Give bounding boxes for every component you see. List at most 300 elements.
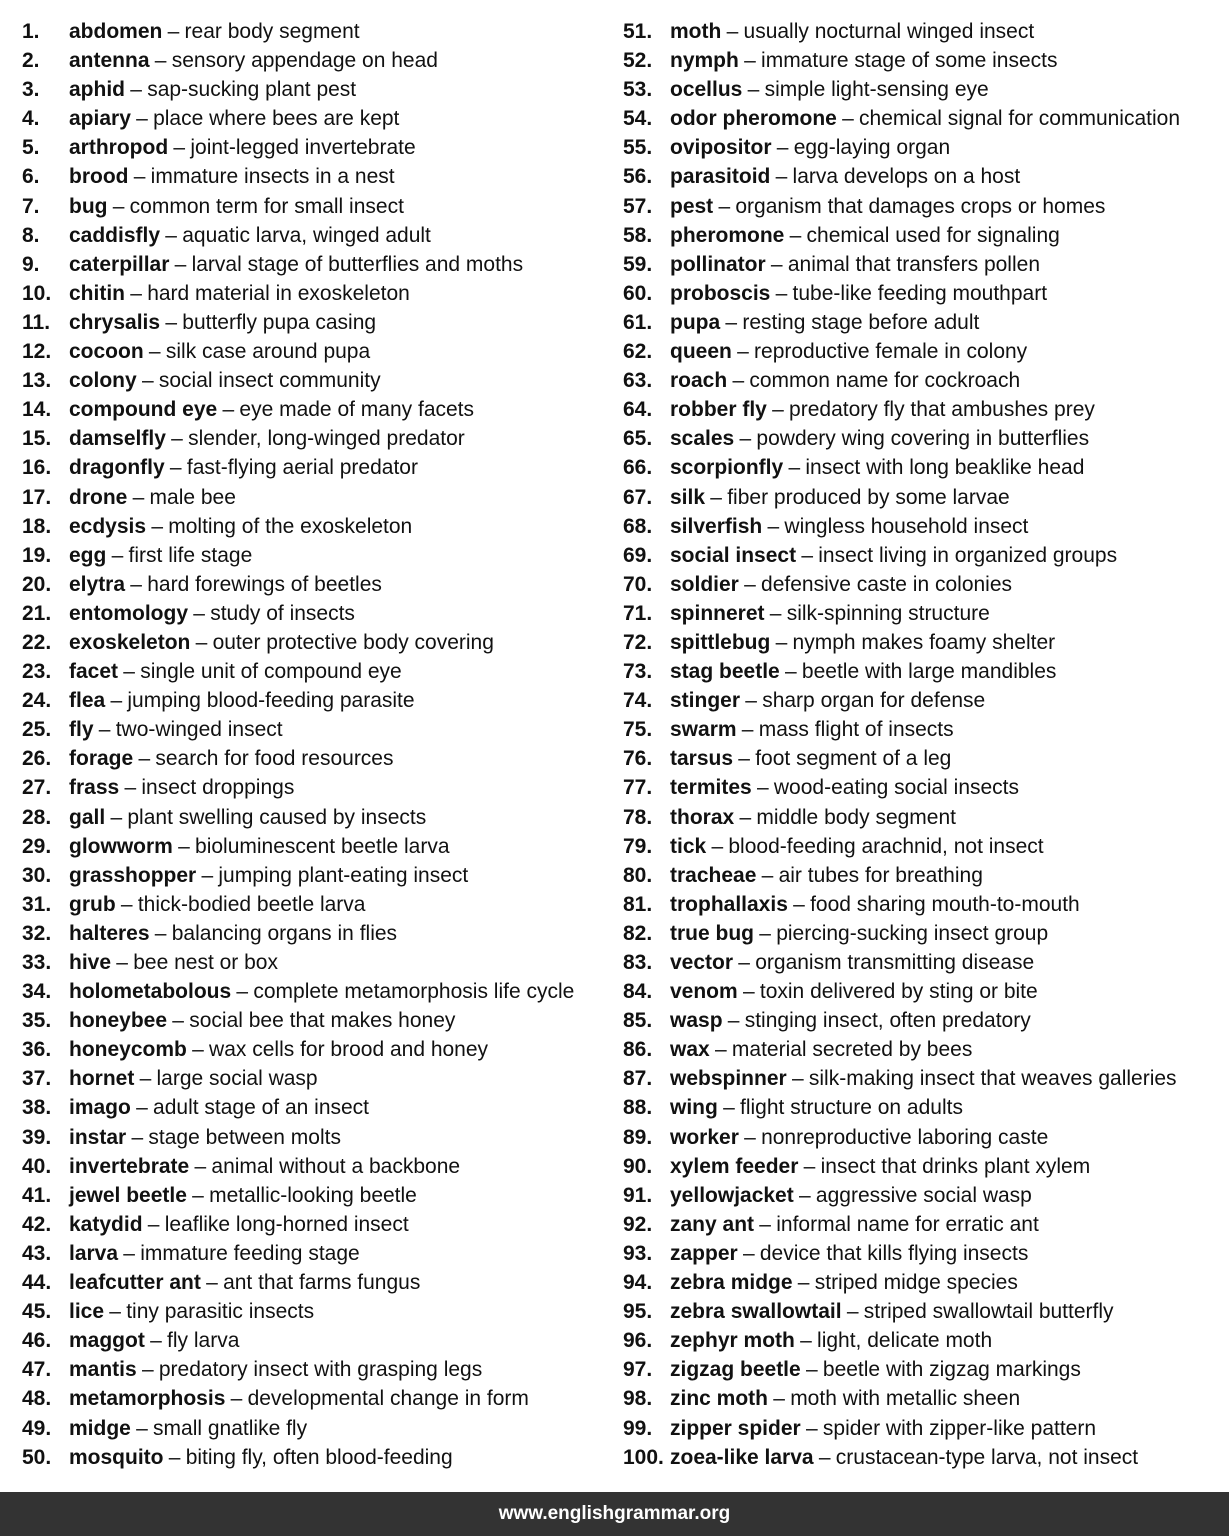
glossary-entry <box>22 657 612 686</box>
entry-number: 91. <box>623 1183 653 1207</box>
entry-separator: – <box>172 1009 184 1033</box>
entry-separator: – <box>230 1387 243 1411</box>
glossary-entry <box>623 1297 1223 1326</box>
entry-number: 49. <box>22 1416 52 1440</box>
entry-separator: – <box>767 514 780 538</box>
entry-separator: – <box>793 892 805 916</box>
entry-definition: common name for cockroach <box>749 369 1021 393</box>
entry-separator: – <box>738 951 750 974</box>
entry-separator: – <box>846 1300 859 1324</box>
glossary-entry <box>22 1326 612 1355</box>
entry-separator: – <box>718 194 731 218</box>
glossary-entry <box>623 1181 1223 1210</box>
entry-number: 2. <box>22 49 40 73</box>
entry-definition: air tubes for breathing <box>778 863 983 887</box>
glossary-entry <box>22 1064 612 1093</box>
glossary-entry <box>623 1384 1223 1413</box>
entry-separator: – <box>110 805 123 829</box>
glossary-entry <box>22 366 612 395</box>
entry-definition: larval stage of butterflies and moths <box>191 252 524 276</box>
entry-separator: – <box>174 252 187 276</box>
entry-separator: – <box>222 398 235 422</box>
entry-definition: single unit of compound eye <box>140 660 402 684</box>
entry-term: hive <box>69 951 112 974</box>
entry-number: 1. <box>22 20 40 43</box>
entry-term: dragonfly <box>69 456 165 480</box>
entry-definition: wingless household insect <box>784 514 1029 538</box>
entry-separator: – <box>775 281 788 305</box>
entry-definition: developmental change in form <box>247 1387 529 1411</box>
entry-separator: – <box>130 572 142 596</box>
glossary-entry <box>22 715 612 744</box>
entry-number: 45. <box>22 1300 52 1324</box>
entry-definition: small gnatlike fly <box>153 1416 308 1440</box>
glossary-entry <box>623 1443 1223 1472</box>
entry-term: pollinator <box>670 252 766 276</box>
entry-term: midge <box>69 1416 131 1440</box>
entry-separator: – <box>791 1067 804 1091</box>
entry-number: 18. <box>22 514 52 538</box>
entry-separator: – <box>167 20 180 43</box>
entry-term: halteres <box>69 921 150 945</box>
entry-definition: device that kills flying insects <box>759 1241 1029 1265</box>
entry-definition: search for food resources <box>155 747 394 771</box>
entry-term: brood <box>69 165 129 189</box>
entry-definition: silk-spinning structure <box>786 601 990 625</box>
entry-definition: fly larva <box>167 1329 240 1353</box>
entry-separator: – <box>842 107 854 131</box>
entry-number: 28. <box>22 805 52 829</box>
entry-term: instar <box>69 1125 127 1149</box>
entry-definition: joint-legged invertebrate <box>190 136 416 160</box>
glossary-entry <box>623 861 1223 890</box>
entry-term: zephyr moth <box>670 1329 795 1353</box>
entry-term: honeycomb <box>69 1038 187 1062</box>
entry-definition: mass flight of insects <box>758 718 954 742</box>
entry-definition: chemical used for signaling <box>806 223 1060 247</box>
entry-definition: balancing organs in flies <box>171 921 398 945</box>
entry-definition: foot segment of a leg <box>755 747 952 771</box>
entry-number: 93. <box>623 1241 653 1265</box>
entry-separator: – <box>739 427 752 451</box>
entry-term: aphid <box>69 78 125 102</box>
entry-separator: – <box>742 980 755 1004</box>
glossary-entry <box>22 919 612 948</box>
entry-number: 3. <box>22 78 40 102</box>
glossary-entry <box>22 948 612 977</box>
entry-number: 81. <box>623 892 653 916</box>
entry-number: 11. <box>22 310 51 334</box>
entry-definition: first life stage <box>128 543 253 567</box>
entry-term: holometabolous <box>69 980 232 1004</box>
entry-number: 5. <box>22 136 40 160</box>
entry-term: social insect <box>670 543 797 567</box>
entry-definition: light, delicate moth <box>817 1329 993 1353</box>
entry-term: abdomen <box>69 20 163 43</box>
entry-definition: blood-feeding arachnid, not insect <box>728 834 1044 858</box>
entry-term: yellowjacket <box>670 1183 794 1207</box>
glossary-entry <box>22 628 612 657</box>
entry-number: 20. <box>22 572 52 596</box>
glossary-entry <box>22 1239 612 1268</box>
entry-separator: – <box>178 834 190 858</box>
entry-separator: – <box>789 223 802 247</box>
glossary-entry <box>22 424 612 453</box>
glossary-entry <box>22 17 612 46</box>
entry-number: 37. <box>22 1067 52 1091</box>
entry-number: 50. <box>22 1445 52 1469</box>
entry-number: 23. <box>22 660 52 684</box>
entry-number: 29. <box>22 834 52 858</box>
glossary-entry <box>22 541 612 570</box>
entry-separator: – <box>737 340 749 364</box>
entry-term: stag beetle <box>670 660 780 684</box>
glossary-entry <box>22 1384 612 1413</box>
glossary-entry <box>623 221 1223 250</box>
entry-separator: – <box>154 49 167 73</box>
entry-separator: – <box>192 1038 204 1062</box>
entry-separator: – <box>772 398 784 422</box>
entry-number: 55. <box>623 136 653 160</box>
entry-separator: – <box>148 340 161 364</box>
entry-definition: fast-flying aerial predator <box>186 456 418 480</box>
entry-term: grub <box>69 892 116 916</box>
entry-separator: – <box>98 718 111 742</box>
entry-term: pheromone <box>670 223 785 247</box>
glossary-entry <box>623 366 1223 395</box>
entry-number: 77. <box>623 776 653 800</box>
entry-term: egg <box>69 543 107 567</box>
entry-number: 75. <box>623 718 653 742</box>
entry-definition: stage between molts <box>148 1125 341 1149</box>
entry-number: 98. <box>623 1387 653 1411</box>
entry-separator: – <box>169 456 182 480</box>
entry-number: 78. <box>623 805 653 829</box>
entry-term: silk <box>670 485 706 509</box>
entry-term: nymph <box>670 49 739 73</box>
entry-separator: – <box>133 165 146 189</box>
glossary-entry <box>623 162 1223 191</box>
entry-term: larva <box>69 1241 119 1265</box>
entry-separator: – <box>131 1125 144 1149</box>
entry-number: 4. <box>22 107 40 131</box>
entry-number: 80. <box>623 863 653 887</box>
entry-term: parasitoid <box>670 165 771 189</box>
entry-term: ecdysis <box>69 514 147 538</box>
entry-term: maggot <box>69 1329 145 1353</box>
entry-number: 65. <box>623 427 653 451</box>
entry-number: 96. <box>623 1329 653 1353</box>
entry-number: 57. <box>623 194 653 218</box>
entry-definition: adult stage of an insect <box>153 1096 370 1120</box>
entry-definition: defensive caste in colonies <box>761 572 1013 596</box>
entry-number: 79. <box>623 834 653 858</box>
glossary-entry <box>623 133 1223 162</box>
entry-term: odor pheromone <box>670 107 837 131</box>
entry-term: soldier <box>670 572 739 596</box>
entry-separator: – <box>725 310 738 334</box>
glossary-entry <box>623 686 1223 715</box>
glossary-entry <box>22 483 612 512</box>
glossary-entry <box>623 1064 1223 1093</box>
glossary-entry <box>623 541 1223 570</box>
left-column <box>22 17 612 1472</box>
entry-definition: common term for small insect <box>129 194 404 218</box>
entry-term: swarm <box>670 718 737 742</box>
entry-definition: butterfly pupa casing <box>182 310 377 334</box>
entry-number: 36. <box>22 1038 52 1062</box>
entry-term: vector <box>670 951 734 974</box>
entry-term: spinneret <box>670 601 765 625</box>
entry-term: tick <box>670 834 707 858</box>
entry-separator: – <box>756 776 769 800</box>
entry-number: 47. <box>22 1358 52 1382</box>
entry-number: 51. <box>623 20 653 43</box>
entry-separator: – <box>726 20 739 43</box>
entry-definition: jumping plant-eating insect <box>218 863 469 887</box>
entry-term: hornet <box>69 1067 135 1091</box>
entry-separator: – <box>111 543 124 567</box>
glossary-entry <box>22 46 612 75</box>
entry-definition: silk case around pupa <box>165 340 371 364</box>
glossary-entry <box>623 250 1223 279</box>
glossary-entry <box>623 715 1223 744</box>
entry-separator: – <box>165 310 178 334</box>
right-column <box>623 17 1223 1472</box>
entry-term: arthropod <box>69 136 169 160</box>
entry-number: 87. <box>623 1067 653 1091</box>
entry-term: lice <box>69 1300 105 1324</box>
entry-number: 26. <box>22 747 52 771</box>
entry-definition: study of insects <box>210 601 355 625</box>
entry-definition: food sharing mouth-to-mouth <box>810 892 1080 916</box>
glossary-entry <box>623 279 1223 308</box>
entry-term: gall <box>69 805 106 829</box>
entry-number: 22. <box>22 630 52 654</box>
entry-separator: – <box>151 514 163 538</box>
entry-term: grasshopper <box>69 863 197 887</box>
entry-definition: large social wasp <box>156 1067 318 1091</box>
glossary-entry <box>623 744 1223 773</box>
entry-number: 17. <box>22 485 52 509</box>
entry-number: 82. <box>623 921 653 945</box>
entry-separator: – <box>759 921 771 945</box>
glossary-entry <box>22 453 612 482</box>
glossary-entry <box>623 424 1223 453</box>
entry-definition: moth with metallic sheen <box>790 1387 1021 1411</box>
glossary-entry <box>623 1326 1223 1355</box>
glossary-entry <box>623 803 1223 832</box>
entry-definition: aquatic larva, winged adult <box>182 223 431 247</box>
entry-separator: – <box>112 194 125 218</box>
entry-definition: insect droppings <box>141 776 295 800</box>
entry-definition: social insect community <box>158 369 381 393</box>
glossary-entry <box>22 75 612 104</box>
entry-term: pupa <box>670 310 721 334</box>
entry-definition: insect with long beaklike head <box>805 456 1085 480</box>
entry-definition: crustacean-type larva, not insect <box>835 1445 1139 1469</box>
entry-term: tarsus <box>670 747 734 771</box>
entry-term: bug <box>69 194 108 218</box>
entry-definition: place where bees are kept <box>153 107 400 131</box>
entry-number: 39. <box>22 1125 52 1149</box>
entry-definition: organism transmitting disease <box>755 951 1035 974</box>
entry-separator: – <box>136 1096 148 1120</box>
entry-separator: – <box>710 485 722 509</box>
entry-number: 59. <box>623 252 653 276</box>
entry-number: 46. <box>22 1329 52 1353</box>
entry-number: 92. <box>623 1212 653 1236</box>
glossary-entry <box>623 890 1223 919</box>
glossary-entry <box>623 1268 1223 1297</box>
entry-separator: – <box>784 660 797 684</box>
glossary-entry <box>623 773 1223 802</box>
entry-term: proboscis <box>670 281 771 305</box>
entry-number: 73. <box>623 660 653 684</box>
entry-definition: striped swallowtail butterfly <box>863 1300 1114 1324</box>
entry-definition: eye made of many facets <box>239 398 475 422</box>
entry-term: glowworm <box>69 834 173 858</box>
entry-number: 58. <box>623 223 653 247</box>
entry-definition: predatory insect with grasping legs <box>158 1358 483 1382</box>
entry-number: 88. <box>623 1096 653 1120</box>
entry-separator: – <box>136 107 148 131</box>
entry-definition: sap-sucking plant pest <box>147 78 357 102</box>
entry-definition: biting fly, often blood-feeding <box>185 1445 453 1469</box>
entry-definition: organism that damages crops or homes <box>735 194 1106 218</box>
entry-term: flea <box>69 689 106 713</box>
entry-number: 63. <box>623 369 653 393</box>
entry-definition: fiber produced by some larvae <box>727 485 1010 509</box>
entry-separator: – <box>759 1212 771 1236</box>
glossary-entry <box>623 512 1223 541</box>
entry-term: xylem feeder <box>670 1154 799 1178</box>
entry-number: 83. <box>623 951 653 974</box>
entry-separator: – <box>761 863 774 887</box>
glossary-entry <box>22 395 612 424</box>
entry-number: 90. <box>623 1154 653 1178</box>
glossary-entry <box>623 395 1223 424</box>
glossary-entry <box>623 192 1223 221</box>
entry-term: cocoon <box>69 340 144 364</box>
entry-term: exoskeleton <box>69 630 191 654</box>
entry-definition: hard material in exoskeleton <box>147 281 410 305</box>
entry-term: scorpionfly <box>670 456 784 480</box>
entry-separator: – <box>800 1329 812 1353</box>
glossary-entry <box>22 570 612 599</box>
entry-separator: – <box>732 369 745 393</box>
entry-definition: immature stage of some insects <box>761 49 1058 73</box>
entry-term: termites <box>670 776 752 800</box>
entry-separator: – <box>123 1241 135 1265</box>
glossary-entry <box>623 308 1223 337</box>
glossary-entry <box>623 1355 1223 1384</box>
entry-definition: slender, long-winged predator <box>188 427 465 451</box>
entry-number: 44. <box>22 1271 52 1295</box>
entry-definition: metallic-looking beetle <box>209 1183 417 1207</box>
entry-term: tracheae <box>670 863 757 887</box>
entry-term: wax <box>670 1038 710 1062</box>
entry-separator: – <box>805 1416 818 1440</box>
entry-term: trophallaxis <box>670 892 788 916</box>
glossary-entry <box>623 570 1223 599</box>
entry-separator: – <box>141 1358 154 1382</box>
entry-number: 68. <box>623 514 653 538</box>
entry-term: thorax <box>670 805 735 829</box>
entry-definition: sharp organ for defense <box>762 689 986 713</box>
entry-definition: jumping blood-feeding parasite <box>127 689 415 713</box>
entry-separator: – <box>130 281 142 305</box>
entry-separator: – <box>150 1329 162 1353</box>
entry-separator: – <box>130 78 142 102</box>
entry-definition: outer protective body covering <box>212 630 494 654</box>
glossary-entry <box>623 483 1223 512</box>
entry-separator: – <box>120 892 133 916</box>
entry-definition: animal that transfers pollen <box>787 252 1040 276</box>
entry-number: 100. <box>623 1445 664 1469</box>
glossary-entry <box>22 977 612 1006</box>
entry-number: 13. <box>22 369 52 393</box>
entry-term: elytra <box>69 572 126 596</box>
entry-term: zoea-like larva <box>670 1445 814 1469</box>
entry-definition: nymph makes foamy shelter <box>792 630 1056 654</box>
entry-number: 48. <box>22 1387 52 1411</box>
entry-number: 30. <box>22 863 52 887</box>
entry-number: 94. <box>623 1271 653 1295</box>
entry-definition: powdery wing covering in butterflies <box>756 427 1090 451</box>
entry-number: 62. <box>623 340 653 364</box>
entry-separator: – <box>745 689 757 713</box>
entry-term: damselfly <box>69 427 166 451</box>
entry-number: 25. <box>22 718 52 742</box>
glossary-entry <box>22 890 612 919</box>
entry-definition: bioluminescent beetle larva <box>195 834 450 858</box>
entry-definition: leaflike long-horned insect <box>164 1212 409 1236</box>
entry-term: wasp <box>670 1009 723 1033</box>
entry-term: jewel beetle <box>69 1183 187 1207</box>
entry-term: katydid <box>69 1212 143 1236</box>
entry-definition: middle body segment <box>756 805 956 829</box>
glossary-entry <box>623 948 1223 977</box>
entry-term: spittlebug <box>670 630 771 654</box>
entry-separator: – <box>116 951 128 974</box>
entry-separator: – <box>194 1154 207 1178</box>
glossary-entry <box>22 1414 612 1443</box>
entry-separator: – <box>192 1183 204 1207</box>
entry-separator: – <box>798 1183 811 1207</box>
glossary-entry <box>623 1239 1223 1268</box>
entry-separator: – <box>741 718 754 742</box>
entry-number: 31. <box>22 892 52 916</box>
entry-number: 24. <box>22 689 52 713</box>
entry-number: 12. <box>22 340 52 364</box>
entry-term: compound eye <box>69 398 218 422</box>
entry-definition: informal name for erratic ant <box>776 1212 1039 1236</box>
glossary-entry <box>22 744 612 773</box>
glossary-entry <box>623 46 1223 75</box>
entry-definition: stinging insect, often predatory <box>744 1009 1031 1033</box>
glossary-entry <box>22 221 612 250</box>
entry-term: webspinner <box>670 1067 787 1091</box>
entry-number: 52. <box>623 49 653 73</box>
entry-definition: immature insects in a nest <box>150 165 395 189</box>
entry-term: invertebrate <box>69 1154 190 1178</box>
entry-separator: – <box>727 1009 740 1033</box>
entry-definition: usually nocturnal winged insect <box>743 20 1035 43</box>
entry-number: 38. <box>22 1096 52 1120</box>
entry-number: 69. <box>623 543 653 567</box>
entry-separator: – <box>773 1387 785 1411</box>
